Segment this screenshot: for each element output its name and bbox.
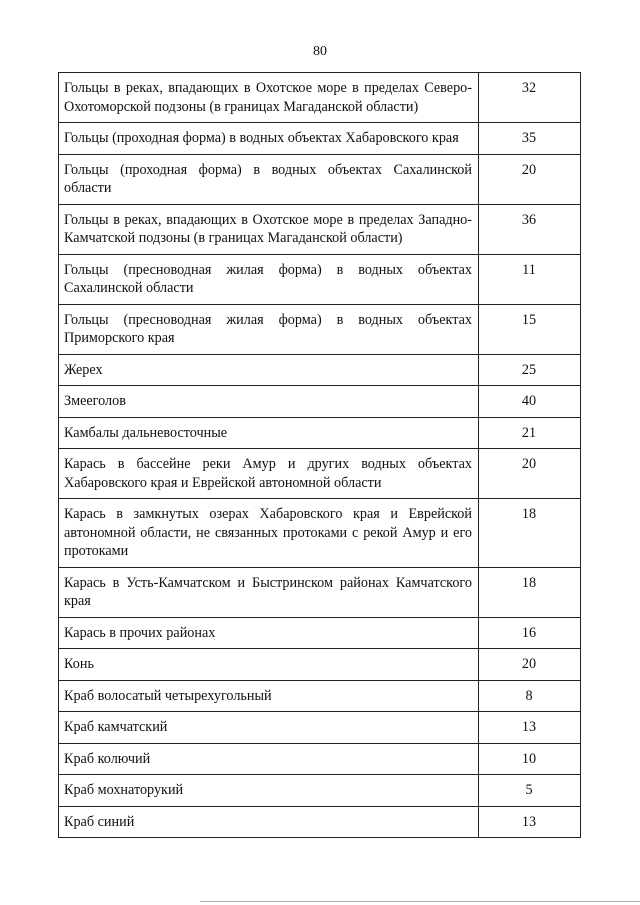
species-name-cell: Гольцы (проходная форма) в водных объектах Сахалинской области (59, 154, 479, 204)
species-table (58, 72, 581, 838)
species-name-cell: Карась в бассейне реки Амур и других водных объектах Хабаровского края и Еврейской автономной области (59, 449, 479, 499)
table-row (59, 417, 581, 449)
table-row (59, 680, 581, 712)
value-cell: 20 (479, 154, 581, 204)
table-row (59, 712, 581, 744)
table-row (59, 649, 581, 681)
species-name-cell: Жерех (59, 354, 479, 386)
species-name-cell: Краб колючий (59, 743, 479, 775)
table-row (59, 449, 581, 499)
table-row (59, 386, 581, 418)
species-name-cell: Гольцы (пресноводная жилая форма) в водных объектах Сахалинской области (59, 254, 479, 304)
table-row (59, 304, 581, 354)
value-cell: 32 (479, 73, 581, 123)
table-row (59, 775, 581, 807)
table-row (59, 204, 581, 254)
table-row (59, 743, 581, 775)
value-cell: 13 (479, 806, 581, 838)
value-cell: 8 (479, 680, 581, 712)
species-name-cell: Карась в прочих районах (59, 617, 479, 649)
table-row (59, 354, 581, 386)
value-cell: 18 (479, 499, 581, 568)
value-cell: 35 (479, 123, 581, 155)
species-name-cell: Краб камчатский (59, 712, 479, 744)
table-row (59, 567, 581, 617)
table-row (59, 73, 581, 123)
value-cell: 20 (479, 449, 581, 499)
value-cell: 40 (479, 386, 581, 418)
value-cell: 20 (479, 649, 581, 681)
table-row (59, 806, 581, 838)
species-name-cell: Гольцы (пресноводная жилая форма) в водных объектах Приморского края (59, 304, 479, 354)
species-name-cell: Краб мохнаторукий (59, 775, 479, 807)
value-cell: 11 (479, 254, 581, 304)
species-name-cell: Гольцы (проходная форма) в водных объектах Хабаровского края (59, 123, 479, 155)
table-body (59, 73, 581, 838)
value-cell: 15 (479, 304, 581, 354)
table-row (59, 123, 581, 155)
species-name-cell: Карась в замкнутых озерах Хабаровского края и Еврейской автономной области, не связанных протоками с рекой Амур и его протоками (59, 499, 479, 568)
value-cell: 21 (479, 417, 581, 449)
table-row (59, 617, 581, 649)
value-cell: 13 (479, 712, 581, 744)
species-name-cell: Краб волосатый четырехугольный (59, 680, 479, 712)
value-cell: 18 (479, 567, 581, 617)
species-name-cell: Карась в Усть-Камчатском и Быстринском районах Камчатского края (59, 567, 479, 617)
page-number: 80 (313, 44, 327, 59)
value-cell: 36 (479, 204, 581, 254)
species-name-cell: Гольцы в реках, впадающих в Охотское море в пределах Северо-Охотоморской подзоны (в границах Магаданской области) (59, 73, 479, 123)
page-bottom-edge (200, 901, 640, 902)
species-name-cell: Конь (59, 649, 479, 681)
table-row (59, 154, 581, 204)
table-row (59, 254, 581, 304)
value-cell: 25 (479, 354, 581, 386)
value-cell: 10 (479, 743, 581, 775)
species-name-cell: Камбалы дальневосточные (59, 417, 479, 449)
species-name-cell: Краб синий (59, 806, 479, 838)
species-name-cell: Змееголов (59, 386, 479, 418)
value-cell: 16 (479, 617, 581, 649)
value-cell: 5 (479, 775, 581, 807)
table-row (59, 499, 581, 568)
species-name-cell: Гольцы в реках, впадающих в Охотское море в пределах Западно-Камчатской подзоны (в границах Магаданской области) (59, 204, 479, 254)
